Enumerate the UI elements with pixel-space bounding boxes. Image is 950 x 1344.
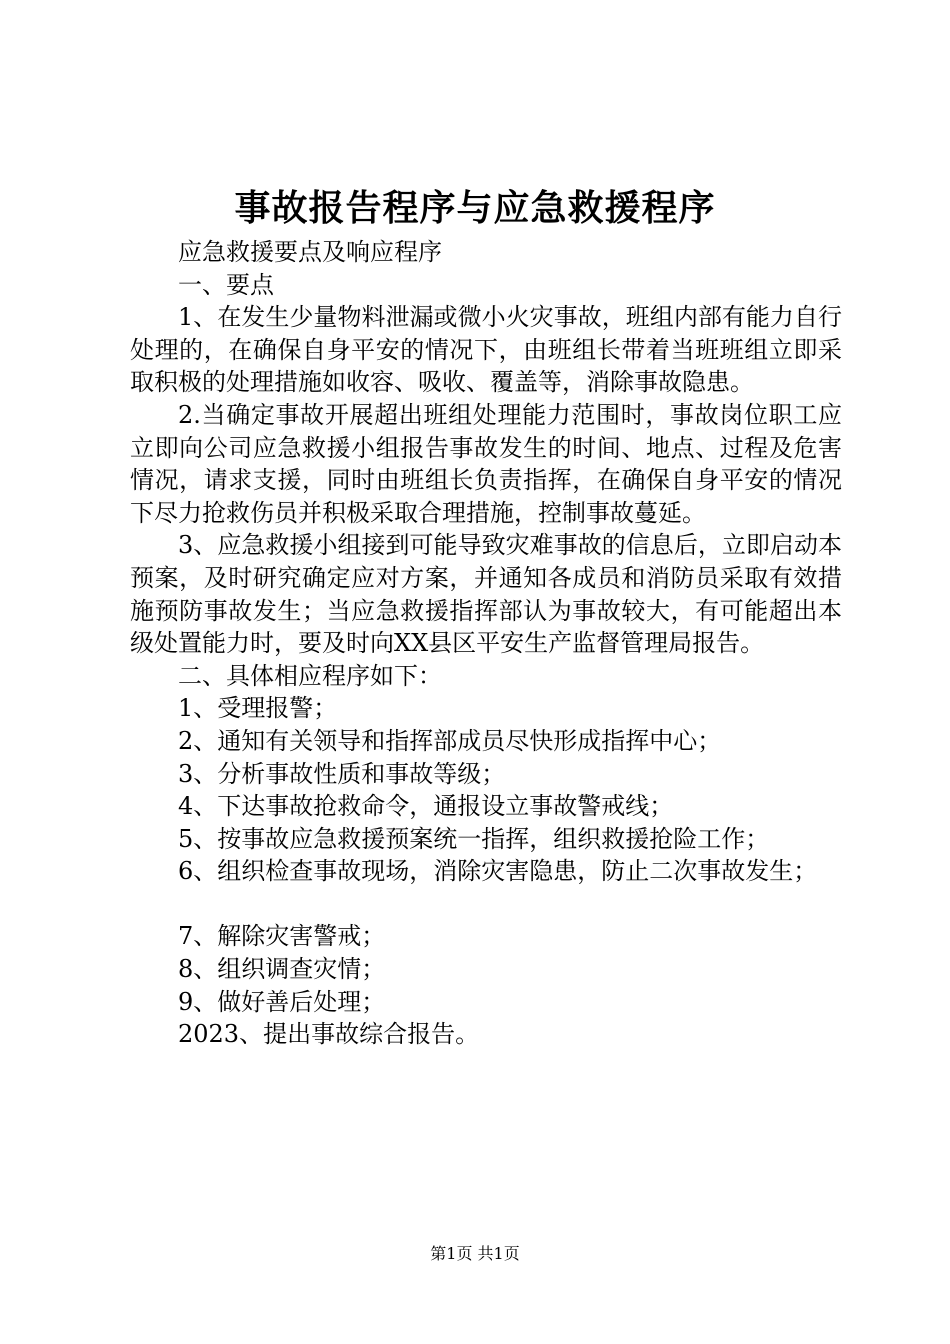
document-body <box>130 236 842 1051</box>
procedure-list <box>130 692 842 1051</box>
list-item: 3、分析事故性质和事故等级； <box>178 759 506 788</box>
list-item: 4、下达事故抢救命令，通报设立事故警戒线； <box>178 792 674 821</box>
subtitle: 应急救援要点及响应程序 <box>178 238 442 266</box>
blank-line <box>130 888 842 921</box>
list-item: 1、受理报警； <box>178 694 338 723</box>
page-footer: 第1页 共1页 <box>430 1244 520 1263</box>
paragraph: 1、在发生少量物料泄漏或微小火灾事故，班组内部有能力自行处理的，在确保自身平安的情况下，由班组长带着当班班组立即采取积极的处理措施如收容、吸收、覆盖等，消除事故隐患。 <box>130 303 842 397</box>
section-heading-procedure: 二、具体相应程序如下： <box>178 661 442 690</box>
list-item: 9、做好善后处理； <box>178 987 386 1016</box>
list-item: 5、按事故应急救援预案统一指挥，组织救援抢险工作； <box>178 824 770 853</box>
section-heading-key-points: 一、要点 <box>178 270 274 299</box>
list-item: 6、组织检查事故现场，消除灾害隐患，防止二次事故发生； <box>178 857 818 886</box>
list-item: 2023、提出事故综合报告。 <box>178 1020 480 1049</box>
list-item: 2、通知有关领导和指挥部成员尽快形成指挥中心； <box>178 726 722 755</box>
list-item: 7、解除灾害警戒； <box>178 922 386 951</box>
paragraph: 3、应急救援小组接到可能导致灾难事故的信息后，立即启动本预案，及时研究确定应对方案，并通知各成员和消防员采取有效措施预防事故发生；当应急救援指挥部认为事故较大，有可能超出本级处置能力时，要及时向XX县区平安生产监督管理局报告。 <box>130 531 842 658</box>
paragraph: 2.当确定事故开展超出班组处理能力范围时，事故岗位职工应立即向公司应急救援小组报告事故发生的时间、地点、过程及危害情况，请求支援，同时由班组长负责指挥，在确保自身平安的情况下尽力抢救伤员并积极采取合理措施，控制事故蔓延。 <box>130 400 842 527</box>
document-title: 事故报告程序与应急救援程序 <box>234 187 716 229</box>
list-item: 8、组织调查灾情； <box>178 955 386 984</box>
